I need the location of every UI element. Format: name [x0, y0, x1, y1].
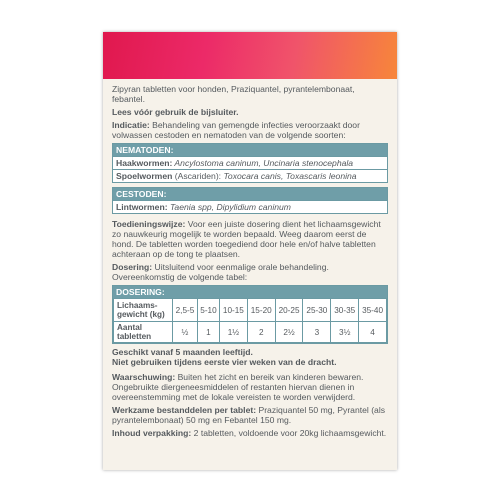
contents-paragraph: [112, 428, 388, 438]
weight-cell: 30-35: [331, 299, 359, 322]
dose-table-header: DOSERING:: [113, 286, 387, 298]
tablets-cell: 1½: [219, 322, 247, 343]
package-leaflet: [103, 32, 397, 470]
active-ingredients-paragraph: [112, 405, 388, 425]
pregnancy-note: Niet gebruiken tijdens eerste vier weken van de dracht.: [112, 357, 337, 367]
active-label: Werkzame bestanddelen per tablet:: [112, 405, 257, 415]
leaflet-content: [103, 79, 397, 438]
nematodes-box: [112, 143, 388, 183]
weight-cell: 2,5-5: [173, 299, 198, 322]
hookworms-species: Ancylostoma caninum, Uncinaria stenocephala: [172, 158, 354, 168]
product-intro: Zipyran tabletten voor honden, Praziquantel, pyrantelembonaat, febantel.: [112, 84, 355, 104]
cestodes-header: CESTODEN:: [113, 188, 387, 200]
indication-label: Indicatie:: [112, 120, 150, 130]
tablets-cell: 3: [303, 322, 331, 343]
weight-label: Lichaams-gewicht (kg): [114, 299, 173, 322]
weight-cell: 10-15: [219, 299, 247, 322]
age-note: Geschikt vanaf 5 maanden leeftijd.: [112, 347, 253, 357]
tapeworms-label: Lintwormen:: [116, 202, 168, 212]
tablets-cell: 3½: [331, 322, 359, 343]
indication-paragraph: [112, 120, 388, 140]
nematodes-row-roundworms: [113, 169, 387, 182]
cestodes-box: [112, 187, 388, 214]
active-text: Praziquantel 50 mg, Pyrantel (als pyrantelembonaat) 50 mg en Febantel 150 mg.: [112, 405, 386, 425]
tablets-cell: 1: [197, 322, 219, 343]
warning-paragraph: [112, 372, 388, 402]
weight-cell: 25-30: [303, 299, 331, 322]
dosage-text: Uitsluitend voor eenmalige orale behandeling. Overeenkomstig de volgende tabel:: [112, 262, 329, 282]
roundworms-species: Toxocara canis, Toxascaris leonina: [221, 171, 357, 181]
warning-label: Waarschuwing:: [112, 372, 176, 382]
tapeworms-species: Taenia spp, Dipylidium caninum: [167, 202, 291, 212]
weight-cell: 20-25: [275, 299, 303, 322]
dose-table-weight-row: [114, 299, 387, 322]
tablets-cell: 2: [247, 322, 275, 343]
weight-cell: 35-40: [359, 299, 387, 322]
dose-table-box: [112, 285, 388, 344]
administration-text: Voor een juiste dosering dient het lichaamsgewicht zo nauwkeurig mogelijk te worden bepaald. Weeg daarom eerst de hond. De tabletten worden toegediend door hele en/of halve tabletten achteraan op de tong te plaatsen.: [112, 219, 381, 259]
nematodes-row-hookworms: [113, 156, 387, 169]
roundworms-label: Spoelwormen: [116, 171, 173, 181]
dose-table-tablets-row: [114, 322, 387, 343]
administration-paragraph: [112, 219, 388, 259]
tablets-cell: 2½: [275, 322, 303, 343]
dose-table: [113, 298, 387, 343]
tablets-cell: ½: [173, 322, 198, 343]
administration-label: Toedieningswijze:: [112, 219, 186, 229]
dosage-paragraph: [112, 262, 388, 282]
tablets-cell: 4: [359, 322, 387, 343]
dosage-label: Dosering:: [112, 262, 153, 272]
warning-text: Buiten het zicht en bereik van kinderen bewaren. Ongebruikte diergeneesmiddelen of restanten hiervan dienen in overeenstemming met de lokale vereisten te worden verwijderd.: [112, 372, 364, 402]
weight-cell: 15-20: [247, 299, 275, 322]
contents-text: 2 tabletten, voldoende voor 20kg lichaamsgewicht.: [191, 428, 387, 438]
roundworms-extra: (Ascariden):: [172, 171, 222, 181]
nematodes-header: NEMATODEN:: [113, 144, 387, 156]
indication-text: Behandeling van gemengde infecties veroorzaakt door volwassen cestoden en nematoden van de volgende soorten:: [112, 120, 360, 140]
read-leaflet-note: Lees vóór gebruik de bijsluiter.: [112, 107, 239, 117]
weight-cell: 5-10: [197, 299, 219, 322]
hookworms-label: Haakwormen:: [116, 158, 173, 168]
cestodes-row-tapeworms: [113, 200, 387, 213]
contents-label: Inhoud verpakking:: [112, 428, 192, 438]
tablets-label: Aantal tabletten: [114, 322, 173, 343]
brand-gradient-banner: [103, 32, 397, 79]
